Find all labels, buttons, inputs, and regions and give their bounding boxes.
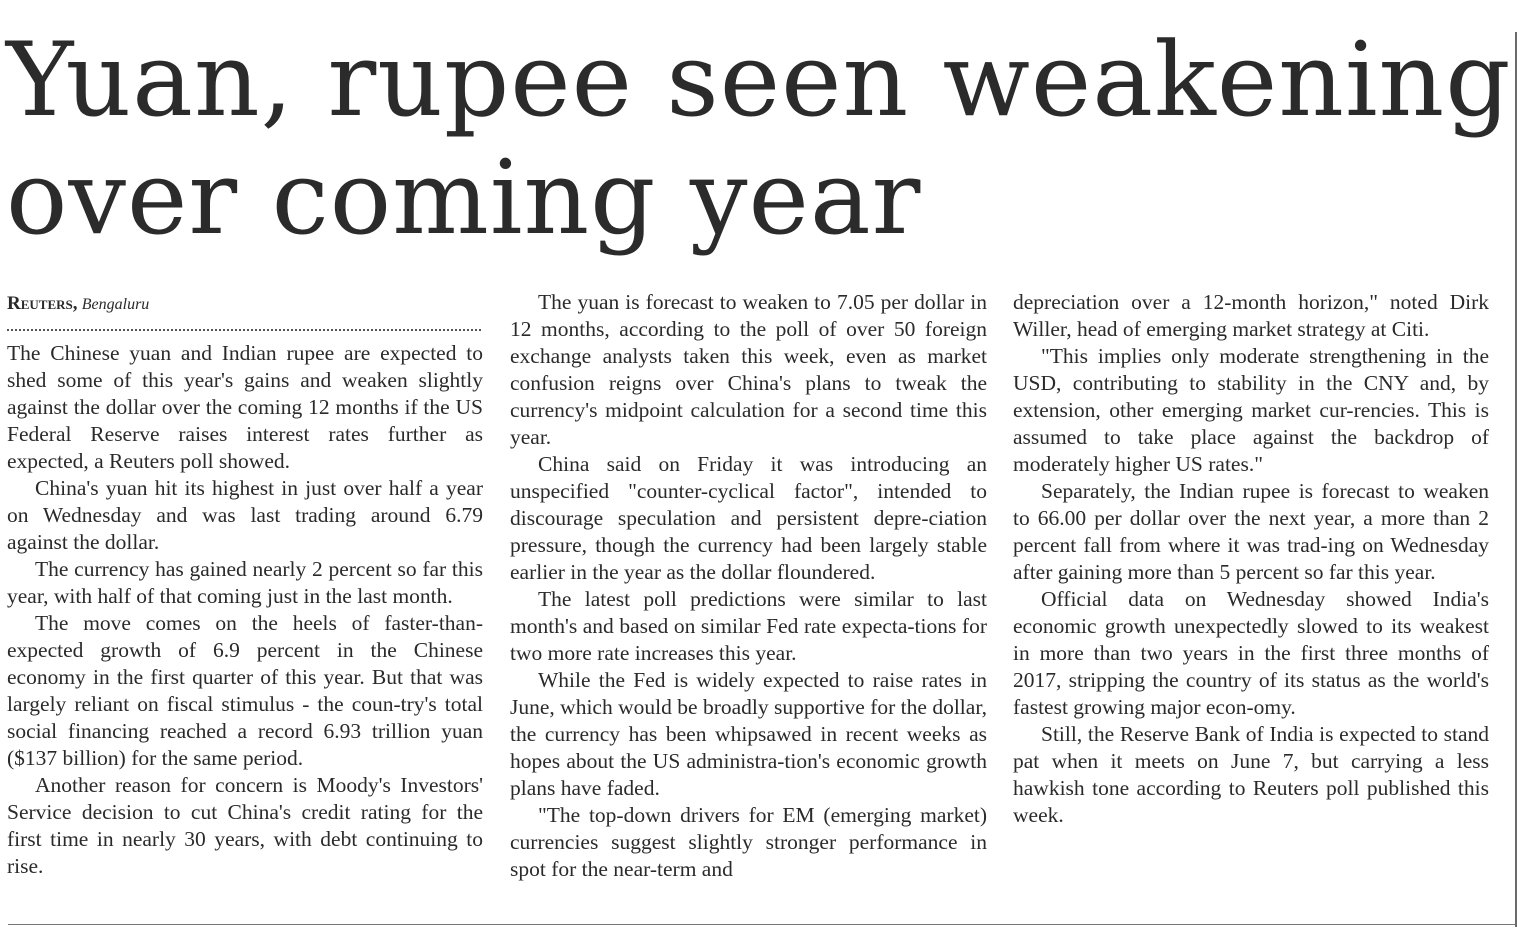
paragraph: Separately, the Indian rupee is forecast to weaken to 66.00 per dollar over the next year, a more than 2 percent fall from where it was trad-ing on Wednesday after gaining more than 5 percent so far this year. (1013, 479, 1489, 584)
byline-location: Bengaluru (81, 296, 150, 313)
paragraph: "The top-down drivers for EM (emerging market) currencies suggest slightly stronger performance in spot for the near-term and (510, 803, 987, 881)
paragraph: The Chinese yuan and Indian rupee are expected to shed some of this year's gains and weaken slightly against the dollar over the coming 12 months if the US Federal Reserve raises interest rates further as expected, a Reuters poll showed. (7, 341, 483, 473)
headline-line-2: over coming year (6, 139, 922, 258)
paragraph: depreciation over a 12-month horizon," noted Dirk Willer, head of emerging market strategy at Citi. (1013, 290, 1489, 341)
article-column-1 (7, 289, 483, 880)
paragraph: The yuan is forecast to weaken to 7.05 per dollar in 12 months, according to the poll of over 50 foreign exchange analysts taken this week, even as market confusion reigns over China's plans to tweak the currency's midpoint calculation for a second time this year. (510, 290, 987, 449)
byline-agency: Reuters, (7, 293, 78, 314)
paragraph: Another reason for concern is Moody's Investors' Service decision to cut China's credit rating for the first time in nearly 30 years, with debt continuing to rise. (7, 773, 483, 878)
paragraph: "This implies only moderate strengthening in the USD, contributing to stability in the CNY and, by extension, other emerging market cur-rencies. This is assumed to take place against the backdrop of moderately higher US rates." (1013, 344, 1489, 476)
headline-line-1: Yuan, rupee seen weakening (6, 21, 1512, 140)
paragraph: The latest poll predictions were similar to last month's and based on similar Fed rate expecta-tions for two more rate increases this year. (510, 587, 987, 665)
byline (7, 289, 483, 319)
paragraph: While the Fed is widely expected to raise rates in June, which would be broadly supportive for the dollar, the currency has been whipsawed in recent weeks as hopes about the US administra-tion's economic growth plans have faded. (510, 668, 987, 800)
paragraph: China's yuan hit its highest in just over half a year on Wednesday and was last trading around 6.79 against the dollar. (7, 476, 483, 554)
bottom-rule (8, 924, 1517, 925)
headline (6, 21, 1512, 258)
paragraph: Still, the Reserve Bank of India is expected to stand pat when it meets on June 7, but carrying a less hawkish tone according to Reuters poll published this week. (1013, 722, 1489, 827)
paragraph: China said on Friday it was introducing an unspecified "counter-cyclical factor", intended to discourage speculation and persistent depre-ciation pressure, though the currency had been largely stable earlier in the year as the dollar floundered. (510, 452, 987, 584)
paragraph: The currency has gained nearly 2 percent so far this year, with half of that coming just in the last month. (7, 557, 483, 608)
article-column-2 (510, 289, 987, 883)
paragraph: The move comes on the heels of faster-than-expected growth of 6.9 percent in the Chinese economy in the first quarter of this year. But that was largely reliant on fiscal stimulus - the coun-try's total social financing reached a record 6.93 trillion yuan ($137 billion) for the same period. (7, 611, 483, 770)
article-column-3 (1013, 289, 1489, 829)
paragraph: Official data on Wednesday showed India's economic growth unexpectedly slowed to its weakest in more than two years in the first three months of 2017, stripping the country of its status as the world's fastest growing major econ-omy. (1013, 587, 1489, 719)
dotted-divider (7, 323, 481, 331)
